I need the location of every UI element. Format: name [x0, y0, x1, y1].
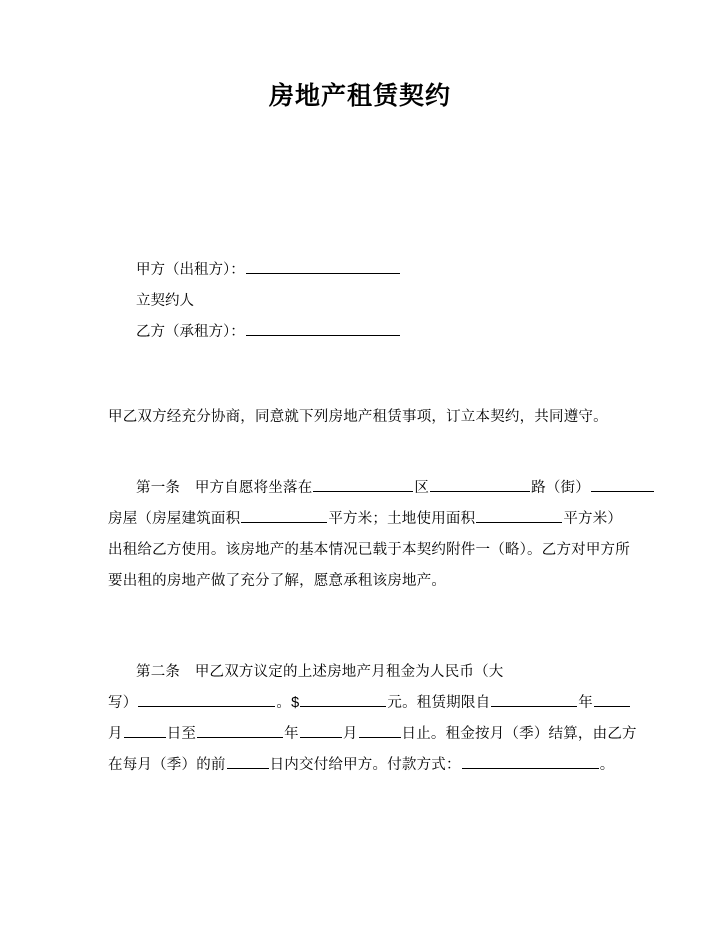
article-one-line1-text-a: 甲方自愿将坐落在: [194, 480, 313, 496]
article-two-line-4: [108, 750, 614, 781]
preamble-line: [108, 402, 614, 433]
district-blank[interactable]: [313, 476, 413, 492]
article-one-line-1: [108, 473, 614, 504]
article-one-line2-text-b: 平方米；土地使用面积: [328, 511, 476, 527]
rent-amount-blank[interactable]: [300, 691, 386, 707]
article-two-line4-text-c: 。: [599, 757, 615, 773]
party-b-row: [108, 317, 401, 348]
article-one-line1-text-b: 区: [414, 480, 430, 496]
heading-spacer-2: [180, 664, 195, 680]
party-b-label: 乙方（承租方）：: [136, 324, 245, 340]
article-one-section: [108, 473, 630, 597]
contract-maker-row: [108, 286, 401, 317]
article-one-line3-text: 出租给乙方使用。该房地产的基本情况已载于本契约附件一（略）。乙方对甲方所: [108, 542, 630, 558]
article-two-line3-text-b: 日至: [166, 726, 197, 742]
article-one-line2-text-a: 房屋（房屋建筑面积: [108, 511, 241, 527]
article-one-line4-text: 要出租的房地产做了充分了解，愿意承租该房地产。: [108, 573, 447, 589]
preamble-section: [108, 402, 614, 433]
article-one-line-4: [108, 566, 614, 597]
article-two-section: [108, 657, 637, 781]
article-one-line2-text-c: 平方米）: [563, 511, 623, 527]
road-blank[interactable]: [430, 476, 530, 492]
article-two-line2-text-c: 元。租赁期限自: [387, 695, 491, 711]
payment-day-blank[interactable]: [227, 753, 269, 769]
article-two-line4-text-b: 日内交付给甲方。付款方式：: [269, 757, 461, 773]
article-one-line-3: [108, 535, 630, 566]
lease-start-month-blank-partial[interactable]: [594, 691, 630, 707]
article-two-line2-text-d: 年: [578, 695, 593, 711]
lease-end-year-blank[interactable]: [197, 722, 283, 738]
lease-end-day-blank[interactable]: [359, 722, 401, 738]
article-two-line-1: [108, 657, 614, 688]
payment-method-blank[interactable]: [462, 753, 599, 769]
article-one-heading: 第一条: [136, 480, 181, 496]
article-two-line2-text-b: 。$: [276, 695, 300, 711]
article-two-line2-text-a: 写）: [108, 695, 138, 711]
article-two-line3-text-c: 年: [284, 726, 299, 742]
contract-maker-label: 立契约人: [136, 293, 194, 309]
party-a-blank[interactable]: [246, 258, 400, 274]
address-detail-blank[interactable]: [591, 476, 654, 492]
lease-start-year-blank[interactable]: [491, 691, 577, 707]
article-one-line1-text-c: 路（街）: [531, 480, 590, 496]
page-title: 房地产租赁契约: [268, 82, 451, 110]
article-one-line-2: [108, 504, 623, 535]
article-two-line-3: [108, 719, 637, 750]
lease-end-month-blank[interactable]: [300, 722, 342, 738]
article-two-line-2: [108, 688, 614, 719]
article-two-line3-text-d: 月: [342, 726, 358, 742]
article-two-line1-text: 甲乙双方议定的上述房地产月租金为人民币（大: [194, 664, 504, 680]
heading-spacer: [180, 480, 195, 496]
article-two-line4-text-a: 在每月（季）的前: [108, 757, 226, 773]
rent-in-words-blank[interactable]: [138, 691, 275, 707]
lease-start-day-blank[interactable]: [124, 722, 166, 738]
article-two-line3-text-a: 月: [108, 726, 123, 742]
building-area-blank[interactable]: [241, 507, 327, 523]
party-a-row: [108, 255, 401, 286]
parties-section: [108, 255, 401, 348]
preamble-text: 甲乙双方经充分协商，同意就下列房地产租赁事项，订立本契约，共同遵守。: [108, 409, 608, 425]
land-area-blank[interactable]: [476, 507, 562, 523]
article-two-heading: 第二条: [136, 664, 181, 680]
party-a-label: 甲方（出租方）：: [136, 262, 245, 278]
article-two-line3-text-e: 日止。租金按月（季）结算，由乙方: [401, 726, 637, 742]
party-b-blank[interactable]: [246, 320, 400, 336]
